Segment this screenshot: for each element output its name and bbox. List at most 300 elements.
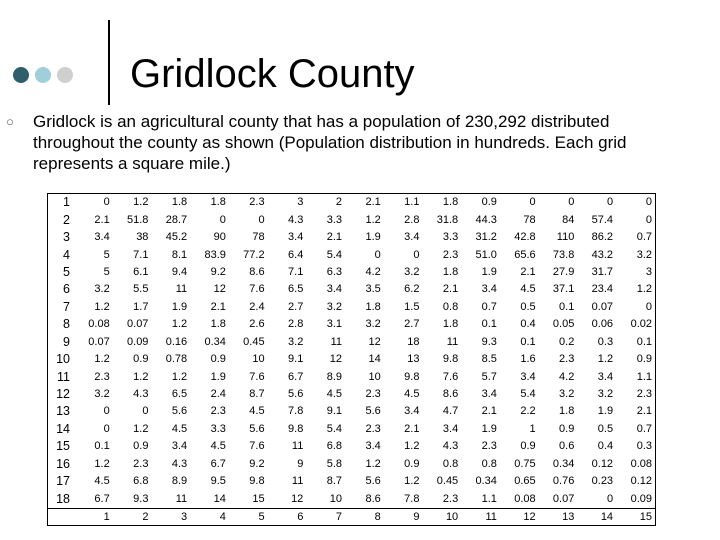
column-label-row bbox=[48, 508, 655, 526]
grid-cell: 6.8 bbox=[133, 475, 149, 488]
grid-cell: 12 bbox=[329, 353, 343, 366]
grid-cell: 14 bbox=[213, 492, 226, 505]
grid-cell: 6.8 bbox=[326, 440, 343, 453]
grid-cell: 0.12 bbox=[630, 475, 652, 488]
grid-cell: 9.1 bbox=[326, 405, 343, 418]
decorative-dot-dark bbox=[13, 67, 29, 83]
grid-cell: 0.45 bbox=[243, 335, 265, 348]
grid-cell: 1.8 bbox=[365, 300, 381, 313]
grid-cell: 1.5 bbox=[404, 300, 420, 313]
grid-cell: 1.2 bbox=[133, 370, 149, 383]
grid-cell: 9.3 bbox=[481, 335, 497, 348]
grid-cell: 5.5 bbox=[133, 283, 149, 296]
grid-cell: 0.9 bbox=[133, 353, 149, 366]
grid-cell: 5.8 bbox=[326, 457, 343, 470]
grid-cell: 1.2 bbox=[94, 300, 110, 313]
grid-cell: 2.1 bbox=[636, 405, 652, 418]
grid-cell: 2.1 bbox=[481, 405, 497, 418]
grid-cell: 83.9 bbox=[204, 248, 226, 261]
grid-cell: 0.5 bbox=[597, 422, 614, 435]
grid-cell: 0 bbox=[103, 422, 110, 435]
grid-cell: 0.7 bbox=[636, 231, 652, 244]
grid-cell: 1.2 bbox=[365, 457, 381, 470]
grid-cell: 0 bbox=[103, 196, 110, 209]
grid-cell: 1.6 bbox=[520, 353, 536, 366]
row-label: 7 bbox=[63, 299, 70, 314]
grid-cell: 9.1 bbox=[288, 353, 304, 366]
grid-cell: 0.65 bbox=[514, 475, 536, 488]
grid-cell: 10 bbox=[252, 353, 265, 366]
grid-cell: 5.7 bbox=[481, 370, 497, 383]
grid-cell: 1.1 bbox=[404, 196, 420, 209]
grid-cell: 0.07 bbox=[127, 318, 149, 331]
grid-cell: 2.1 bbox=[326, 231, 343, 244]
column-label: 14 bbox=[577, 508, 616, 526]
grid-cell: 73.8 bbox=[552, 248, 575, 261]
grid-cell: 6.4 bbox=[288, 248, 304, 261]
column-label: 5 bbox=[229, 508, 268, 526]
grid-cell: 0.09 bbox=[127, 335, 149, 348]
grid-cell: 9 bbox=[297, 457, 304, 470]
grid-cell: 0.23 bbox=[591, 475, 614, 488]
grid-cell: 90 bbox=[213, 231, 226, 244]
grid-cell: 10 bbox=[368, 370, 381, 383]
grid-cell: 4.5 bbox=[520, 283, 536, 296]
grid-cell: 0.08 bbox=[630, 457, 652, 470]
grid-cell: 4.3 bbox=[288, 213, 304, 226]
grid-cell: 9.8 bbox=[404, 370, 420, 383]
grid-cell: 1.2 bbox=[133, 196, 149, 209]
grid-cell: 0 bbox=[413, 248, 420, 261]
grid-cell: 86.2 bbox=[591, 231, 614, 244]
grid-cell: 3.2 bbox=[404, 265, 420, 278]
grid-cell: 10 bbox=[329, 492, 343, 505]
grid-cell: 1.9 bbox=[171, 300, 188, 313]
row-label: 2 bbox=[63, 212, 70, 227]
grid-cell: 1.2 bbox=[365, 213, 381, 226]
grid-cell: 0.6 bbox=[559, 440, 575, 453]
grid-cell: 1.9 bbox=[597, 405, 614, 418]
table-row bbox=[48, 211, 655, 228]
grid-cell: 0 bbox=[645, 196, 652, 209]
row-label: 8 bbox=[63, 317, 70, 332]
grid-cell: 2.3 bbox=[365, 422, 381, 435]
grid-cell: 3.4 bbox=[171, 440, 188, 453]
grid-cell: 6.2 bbox=[404, 283, 420, 296]
grid-cell: 2.3 bbox=[636, 388, 652, 401]
table-row bbox=[48, 368, 655, 385]
grid-cell: 1.9 bbox=[481, 422, 497, 435]
grid-cell: 0.9 bbox=[559, 422, 575, 435]
grid-cell: 9.4 bbox=[171, 265, 188, 278]
grid-cell: 3.3 bbox=[210, 422, 226, 435]
table-row bbox=[48, 316, 655, 333]
column-label: 13 bbox=[539, 508, 578, 526]
grid-cell: 5.4 bbox=[520, 388, 536, 401]
grid-cell: 31.8 bbox=[436, 213, 459, 226]
grid-cell: 6.5 bbox=[171, 388, 188, 401]
grid-cell: 3.2 bbox=[636, 248, 652, 261]
grid-cell: 0.45 bbox=[436, 475, 459, 488]
grid-cell: 0 bbox=[645, 300, 652, 313]
table-row bbox=[48, 386, 655, 403]
grid-cell: 1.8 bbox=[442, 318, 459, 331]
grid-cell: 3.1 bbox=[326, 318, 343, 331]
grid-cell: 4.5 bbox=[171, 422, 188, 435]
grid-cell: 2.1 bbox=[210, 300, 226, 313]
grid-cell: 1.2 bbox=[171, 318, 188, 331]
grid-cell: 3.4 bbox=[288, 231, 304, 244]
grid-cell: 31.2 bbox=[475, 231, 497, 244]
grid-cell: 1.2 bbox=[94, 353, 110, 366]
table-row bbox=[48, 490, 655, 508]
column-label: 6 bbox=[268, 508, 307, 526]
grid-cell: 1.9 bbox=[481, 265, 497, 278]
grid-cell: 8.1 bbox=[171, 248, 188, 261]
grid-cell: 1.2 bbox=[171, 370, 188, 383]
column-label: 7 bbox=[306, 508, 345, 526]
column-label: 4 bbox=[190, 508, 229, 526]
corner-cell bbox=[48, 508, 74, 526]
grid-cell: 3.4 bbox=[520, 370, 536, 383]
grid-cell: 1.7 bbox=[133, 300, 149, 313]
table-row bbox=[48, 299, 655, 316]
grid-cell: 3.4 bbox=[481, 283, 497, 296]
grid-cell: 1.9 bbox=[365, 231, 381, 244]
row-label: 4 bbox=[63, 247, 70, 262]
grid-cell: 6.3 bbox=[326, 265, 343, 278]
grid-cell: 3.4 bbox=[404, 405, 420, 418]
grid-cell: 3.2 bbox=[288, 335, 304, 348]
table-row bbox=[48, 403, 655, 420]
grid-cell: 5.4 bbox=[326, 422, 343, 435]
grid-cell: 0.1 bbox=[520, 335, 536, 348]
grid-cell: 0 bbox=[606, 196, 614, 209]
grid-cell: 4.2 bbox=[365, 265, 381, 278]
grid-cell: 3.2 bbox=[365, 318, 381, 331]
grid-cell: 18 bbox=[407, 335, 420, 348]
grid-cell: 0.75 bbox=[514, 457, 536, 470]
grid-cell: 2.6 bbox=[249, 318, 265, 331]
grid-cell: 9.8 bbox=[288, 422, 304, 435]
grid-cell: 42.8 bbox=[514, 231, 536, 244]
grid-cell: 0.7 bbox=[481, 300, 497, 313]
grid-cell: 6.7 bbox=[288, 370, 304, 383]
grid-cell: 84 bbox=[562, 213, 575, 226]
grid-cell: 0.8 bbox=[481, 457, 497, 470]
grid-cell: 0.3 bbox=[636, 440, 652, 453]
grid-cell: 0 bbox=[219, 213, 226, 226]
grid-cell: 1.2 bbox=[404, 440, 420, 453]
grid-cell: 1.2 bbox=[404, 475, 420, 488]
grid-cell: 0.2 bbox=[559, 335, 575, 348]
grid-cell: 2.8 bbox=[288, 318, 304, 331]
grid-cell: 4.5 bbox=[404, 388, 420, 401]
grid-cell: 7.1 bbox=[288, 265, 304, 278]
grid-cell: 4.3 bbox=[133, 388, 149, 401]
grid-cell: 1.2 bbox=[597, 353, 614, 366]
grid-cell: 3.4 bbox=[404, 231, 420, 244]
grid-cell: 8.6 bbox=[249, 265, 265, 278]
table-row bbox=[48, 421, 655, 438]
grid-cell: 7.8 bbox=[404, 492, 420, 505]
table-row bbox=[48, 473, 655, 490]
column-label: 9 bbox=[384, 508, 423, 526]
grid-cell: 3.4 bbox=[94, 231, 110, 244]
grid-cell: 31.7 bbox=[591, 265, 614, 278]
grid-cell: 4.3 bbox=[171, 457, 188, 470]
grid-cell: 11 bbox=[446, 335, 459, 348]
grid-cell: 2.7 bbox=[404, 318, 420, 331]
row-label: 13 bbox=[56, 404, 70, 419]
table-row bbox=[48, 281, 655, 298]
grid-cell: 8.7 bbox=[249, 388, 265, 401]
grid-cell: 6.7 bbox=[210, 457, 226, 470]
grid-cell: 0.3 bbox=[597, 335, 614, 348]
row-label: 17 bbox=[56, 474, 70, 489]
grid-cell: 0.07 bbox=[552, 492, 575, 505]
grid-cell: 3 bbox=[645, 265, 652, 278]
row-label: 9 bbox=[63, 334, 70, 349]
grid-cell: 5.6 bbox=[365, 475, 381, 488]
description-text: Gridlock is an agricultural county that has a population of 230,292 distributed throughout the county as shown (Population distribution in hundreds. Each grid represents a square mile.) bbox=[33, 112, 627, 173]
grid-cell: 6.7 bbox=[94, 492, 110, 505]
page-title: Gridlock County bbox=[130, 52, 415, 96]
grid-cell: 1.8 bbox=[442, 196, 459, 209]
decorative-dot-teal bbox=[35, 67, 51, 83]
table-row bbox=[48, 351, 655, 368]
grid-cell: 4.5 bbox=[210, 440, 226, 453]
table-row bbox=[48, 334, 655, 351]
grid-cell: 2.1 bbox=[520, 265, 536, 278]
grid-cell: 0.9 bbox=[404, 457, 420, 470]
grid-cell: 2.3 bbox=[442, 248, 459, 261]
decorative-dot-gray bbox=[57, 67, 73, 83]
table-row bbox=[48, 246, 655, 263]
grid-cell: 4.5 bbox=[94, 475, 110, 488]
grid-cell: 2.3 bbox=[442, 492, 459, 505]
grid-cell: 12 bbox=[213, 283, 226, 296]
grid-cell: 7.1 bbox=[133, 248, 149, 261]
grid-cell: 78 bbox=[523, 213, 536, 226]
grid-cell: 0.08 bbox=[88, 318, 110, 331]
grid-cell: 4.5 bbox=[326, 388, 343, 401]
grid-cell: 2.8 bbox=[404, 213, 420, 226]
grid-cell: 8.9 bbox=[171, 475, 188, 488]
row-label: 16 bbox=[56, 456, 70, 471]
grid-cell: 2 bbox=[335, 196, 343, 209]
grid-cell: 2.3 bbox=[559, 353, 575, 366]
column-label: 1 bbox=[74, 508, 113, 526]
grid-cell: 0.02 bbox=[630, 318, 652, 331]
grid-cell: 3.2 bbox=[559, 388, 575, 401]
grid-cell: 110 bbox=[556, 231, 575, 244]
grid-cell: 1 bbox=[529, 422, 536, 435]
row-label: 3 bbox=[63, 230, 70, 245]
grid-cell: 7.8 bbox=[288, 405, 304, 418]
grid-cell: 8.5 bbox=[481, 353, 497, 366]
grid-cell: 0.34 bbox=[475, 475, 497, 488]
grid-cell: 15 bbox=[252, 492, 265, 505]
grid-cell: 5.6 bbox=[249, 422, 265, 435]
grid-cell: 9.2 bbox=[249, 457, 265, 470]
grid-cell: 2.4 bbox=[210, 388, 226, 401]
grid-cell: 3 bbox=[297, 196, 304, 209]
grid-cell: 5.6 bbox=[365, 405, 381, 418]
grid-cell: 7.6 bbox=[249, 440, 265, 453]
grid-cell: 44.3 bbox=[475, 213, 497, 226]
grid-cell: 6.5 bbox=[288, 283, 304, 296]
grid-cell: 0.1 bbox=[636, 335, 652, 348]
grid-cell: 0.8 bbox=[442, 300, 459, 313]
grid-cell: 45.2 bbox=[165, 231, 188, 244]
grid-cell: 65.6 bbox=[514, 248, 536, 261]
row-label: 1 bbox=[63, 195, 70, 210]
grid-cell: 0.5 bbox=[520, 300, 536, 313]
grid-cell: 0.78 bbox=[165, 353, 188, 366]
grid-cell: 3.3 bbox=[442, 231, 459, 244]
grid-cell: 23.4 bbox=[591, 283, 614, 296]
grid-cell: 6.1 bbox=[133, 265, 149, 278]
grid-cell: 0.12 bbox=[591, 457, 614, 470]
column-label: 11 bbox=[461, 508, 500, 526]
grid-cell: 27.9 bbox=[552, 265, 575, 278]
row-label: 15 bbox=[56, 439, 70, 454]
grid-cell: 9.3 bbox=[133, 492, 149, 505]
grid-cell: 4.5 bbox=[249, 405, 265, 418]
grid-cell: 7.6 bbox=[249, 283, 265, 296]
grid-cell: 0 bbox=[103, 405, 110, 418]
column-label: 3 bbox=[151, 508, 190, 526]
grid-cell: 1.8 bbox=[210, 318, 226, 331]
row-label: 14 bbox=[56, 421, 70, 436]
grid-cell: 2.4 bbox=[249, 300, 265, 313]
grid-cell: 11 bbox=[291, 440, 304, 453]
grid-cell: 9.8 bbox=[442, 353, 459, 366]
grid-cell: 1.9 bbox=[210, 370, 226, 383]
grid-cell: 4.3 bbox=[442, 440, 459, 453]
row-label: 5 bbox=[63, 264, 70, 279]
grid-cell: 1.8 bbox=[171, 196, 188, 209]
grid-cell: 0.09 bbox=[630, 492, 652, 505]
column-label: 15 bbox=[616, 508, 655, 526]
grid-cell: 51.0 bbox=[475, 248, 497, 261]
grid-cell: 0.9 bbox=[520, 440, 536, 453]
grid-cell: 11 bbox=[175, 283, 188, 296]
grid-cell: 1.8 bbox=[559, 405, 575, 418]
grid-cell: 11 bbox=[175, 492, 188, 505]
grid-cell: 0.06 bbox=[591, 318, 614, 331]
grid-cell: 11 bbox=[291, 475, 304, 488]
grid-cell: 0.1 bbox=[94, 440, 110, 453]
grid-cell: 77.2 bbox=[243, 248, 265, 261]
grid-cell: 51.8 bbox=[127, 213, 149, 226]
grid-cell: 3.2 bbox=[326, 300, 343, 313]
grid-cell: 9.5 bbox=[210, 475, 226, 488]
grid-cell: 7.6 bbox=[249, 370, 265, 383]
grid-cell: 3.4 bbox=[597, 370, 614, 383]
grid-cell: 2.7 bbox=[288, 300, 304, 313]
grid-cell: 0 bbox=[606, 492, 614, 505]
column-label: 8 bbox=[345, 508, 384, 526]
population-grid-table bbox=[47, 193, 656, 526]
table-row bbox=[48, 194, 655, 211]
grid-cell: 0 bbox=[142, 405, 149, 418]
grid-cell: 3.3 bbox=[326, 213, 343, 226]
title-divider bbox=[108, 20, 110, 105]
grid-cell: 0 bbox=[645, 213, 652, 226]
grid-cell: 0.1 bbox=[481, 318, 497, 331]
grid-cell: 9.8 bbox=[249, 475, 265, 488]
grid-cell: 1.8 bbox=[442, 265, 459, 278]
hollow-circle-bullet-icon: ○ bbox=[6, 114, 14, 129]
grid-cell: 0.34 bbox=[204, 335, 226, 348]
grid-cell: 3.2 bbox=[94, 388, 110, 401]
grid-cell: 2.1 bbox=[365, 196, 381, 209]
grid-cell: 0.4 bbox=[520, 318, 536, 331]
grid-cell: 2.3 bbox=[481, 440, 497, 453]
table-row bbox=[48, 456, 655, 473]
row-label: 6 bbox=[63, 282, 70, 297]
row-label: 18 bbox=[56, 491, 70, 506]
row-label: 12 bbox=[56, 387, 70, 402]
grid-cell: 0.16 bbox=[165, 335, 188, 348]
grid-cell: 2.3 bbox=[210, 405, 226, 418]
table-row bbox=[48, 229, 655, 246]
grid-cell: 2.3 bbox=[249, 196, 265, 209]
grid-cell: 0.76 bbox=[552, 475, 575, 488]
grid-cell: 1.1 bbox=[636, 370, 652, 383]
grid-cell: 0.08 bbox=[514, 492, 536, 505]
grid-cell: 1.2 bbox=[636, 283, 652, 296]
grid-cell: 1.2 bbox=[94, 457, 110, 470]
grid-cell: 2.3 bbox=[365, 388, 381, 401]
row-label: 10 bbox=[56, 352, 70, 367]
grid-cell: 11 bbox=[330, 335, 343, 348]
grid-cell: 5 bbox=[103, 248, 110, 261]
grid-cell: 5.6 bbox=[288, 388, 304, 401]
grid-cell: 8.7 bbox=[326, 475, 343, 488]
grid-cell: 0.9 bbox=[636, 353, 652, 366]
grid-cell: 0.7 bbox=[636, 422, 652, 435]
grid-cell: 3.5 bbox=[365, 283, 381, 296]
grid-cell: 1.1 bbox=[481, 492, 497, 505]
grid-cell: 57.4 bbox=[591, 213, 614, 226]
grid-cell: 1.2 bbox=[133, 422, 149, 435]
grid-cell: 0 bbox=[568, 196, 575, 209]
grid-cell: 0.4 bbox=[597, 440, 614, 453]
grid-cell: 12 bbox=[368, 335, 381, 348]
table-row bbox=[48, 438, 655, 455]
grid-cell: 3.2 bbox=[94, 283, 110, 296]
row-label: 11 bbox=[57, 369, 70, 384]
grid-cell: 2.1 bbox=[94, 213, 110, 226]
grid-cell: 0 bbox=[529, 196, 536, 209]
grid-cell: 8.9 bbox=[326, 370, 343, 383]
grid-cell: 2.3 bbox=[94, 370, 110, 383]
grid-cell: 5.6 bbox=[171, 405, 188, 418]
grid-cell: 38 bbox=[136, 231, 149, 244]
grid-cell: 0.9 bbox=[133, 440, 149, 453]
grid-cell: 2.1 bbox=[442, 283, 459, 296]
grid-cell: 0 bbox=[374, 248, 381, 261]
grid-cell: 43.2 bbox=[591, 248, 614, 261]
grid-cell: 0.9 bbox=[210, 353, 226, 366]
column-label: 2 bbox=[113, 508, 152, 526]
table-row bbox=[48, 264, 655, 281]
grid-cell: 3.4 bbox=[481, 388, 497, 401]
column-label: 10 bbox=[422, 508, 461, 526]
